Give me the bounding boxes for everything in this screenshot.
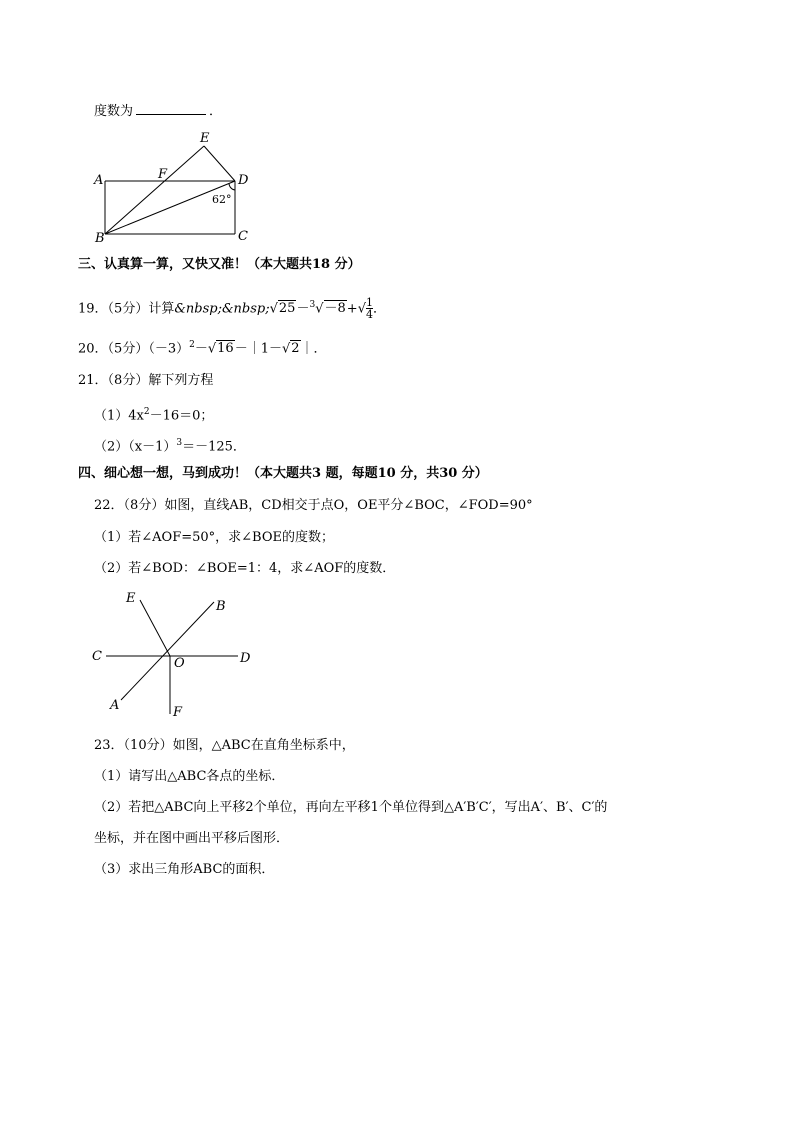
q20-suffix: ｜． <box>300 341 327 357</box>
answer-suffix: ． <box>209 104 223 119</box>
q21-part-2 <box>94 434 246 456</box>
section-4-title: 四、细心想一想，马到成功！（本大题共3 题，每题10 分，共30 分） <box>78 466 488 481</box>
q19-radicand-1: 25 <box>278 301 296 317</box>
q19-numerator: 1 <box>365 296 373 310</box>
q21-p1-a: （1）4x <box>94 408 144 424</box>
q22-part-2: （2）若∠BOD：∠BOE=1：4，求∠AOF的度数． <box>94 561 396 576</box>
q20-middle: －｜1－ <box>234 341 282 357</box>
label-d: D <box>238 173 249 188</box>
angle-label: 62° <box>212 193 232 206</box>
label-d: D <box>240 651 251 666</box>
q20-radicand-1: 16 <box>217 341 234 357</box>
q20-prefix: 20．（5分）（－3） <box>78 341 190 357</box>
q21-p1-b: －16＝0； <box>149 408 214 424</box>
q20-radicand-2: 2 <box>291 341 300 357</box>
q19-prefix: 19．（5分）计算 <box>78 301 175 317</box>
question-19: 19．（5分）计算&nbsp;&nbsp;√25－$^3$√－8+√ $\frac{1}{4}$ ． <box>78 296 386 322</box>
q21-p1-exponent: 2 <box>143 407 150 417</box>
label-e: E <box>200 131 210 146</box>
label-f: F <box>173 705 183 720</box>
question-20: 20．（5分）$(-3)^2-√16-|1-√2|$． <box>78 340 327 357</box>
question-22-title: 22．（8分）如图，直线AB，CD相交于点O，OE平分∠BOC，∠FOD=90° <box>94 498 533 513</box>
q19-nbsp: &nbsp;&nbsp; <box>174 301 270 317</box>
q21-p2-b: ＝－125． <box>182 439 246 455</box>
label-e: E <box>126 591 136 606</box>
q19-radicand-2: －8 <box>324 301 346 317</box>
q21-p2-exponent: 3 <box>176 438 183 448</box>
segment-be <box>105 146 204 234</box>
answer-blank <box>136 102 206 115</box>
q19-suffix: ． <box>372 301 386 317</box>
q23-part-2b: 坐标，并在图中画出平移后图形． <box>94 831 290 846</box>
q19-minus: － <box>296 301 310 317</box>
answer-line <box>94 102 222 121</box>
segment-bd <box>105 181 235 234</box>
label-f: F <box>158 167 168 182</box>
label-b: B <box>216 599 226 614</box>
label-a: A <box>94 173 104 188</box>
q19-fraction <box>366 297 373 320</box>
question-23-title: 23．（10分）如图，△ABC在直角坐标系中， <box>94 738 355 753</box>
angle-arc <box>229 183 235 190</box>
question-21-title: 21．（8分）解下列方程 <box>78 373 214 388</box>
q23-part-2a: （2）若把△ABC向上平移2个单位，再向左平移1个单位得到△A′B′C′，写出A′、B′、C′的 <box>94 800 608 815</box>
q20-exponent: 2 <box>189 340 195 350</box>
label-c: C <box>238 229 248 244</box>
figure-intersecting-lines <box>88 588 268 723</box>
figure-rectangle-abcd <box>90 128 260 248</box>
q19-plus: + <box>346 301 358 317</box>
label-o: O <box>174 656 185 671</box>
q23-part-1: （1）请写出△ABC各点的坐标． <box>94 769 285 784</box>
ray-oe <box>140 600 170 656</box>
label-c: C <box>92 649 102 664</box>
q21-p2-a: （2）（x－1） <box>94 439 177 455</box>
q22-part-1: （1）若∠AOF=50°，求∠BOE的度数； <box>94 530 334 545</box>
q19-denominator: 4 <box>365 308 373 322</box>
q20-minus: － <box>194 341 208 357</box>
section-3-title: 三、认真算一算，又快又准！（本大题共18 分） <box>78 257 361 272</box>
label-b: B <box>95 231 105 246</box>
q23-part-3: （3）求出三角形ABC的面积． <box>94 862 275 877</box>
label-a: A <box>110 698 120 713</box>
answer-prefix: 度数为 <box>94 104 134 119</box>
q21-part-1 <box>94 403 213 425</box>
q19-root-index: 3 <box>309 300 316 310</box>
segment-ed <box>204 146 235 181</box>
